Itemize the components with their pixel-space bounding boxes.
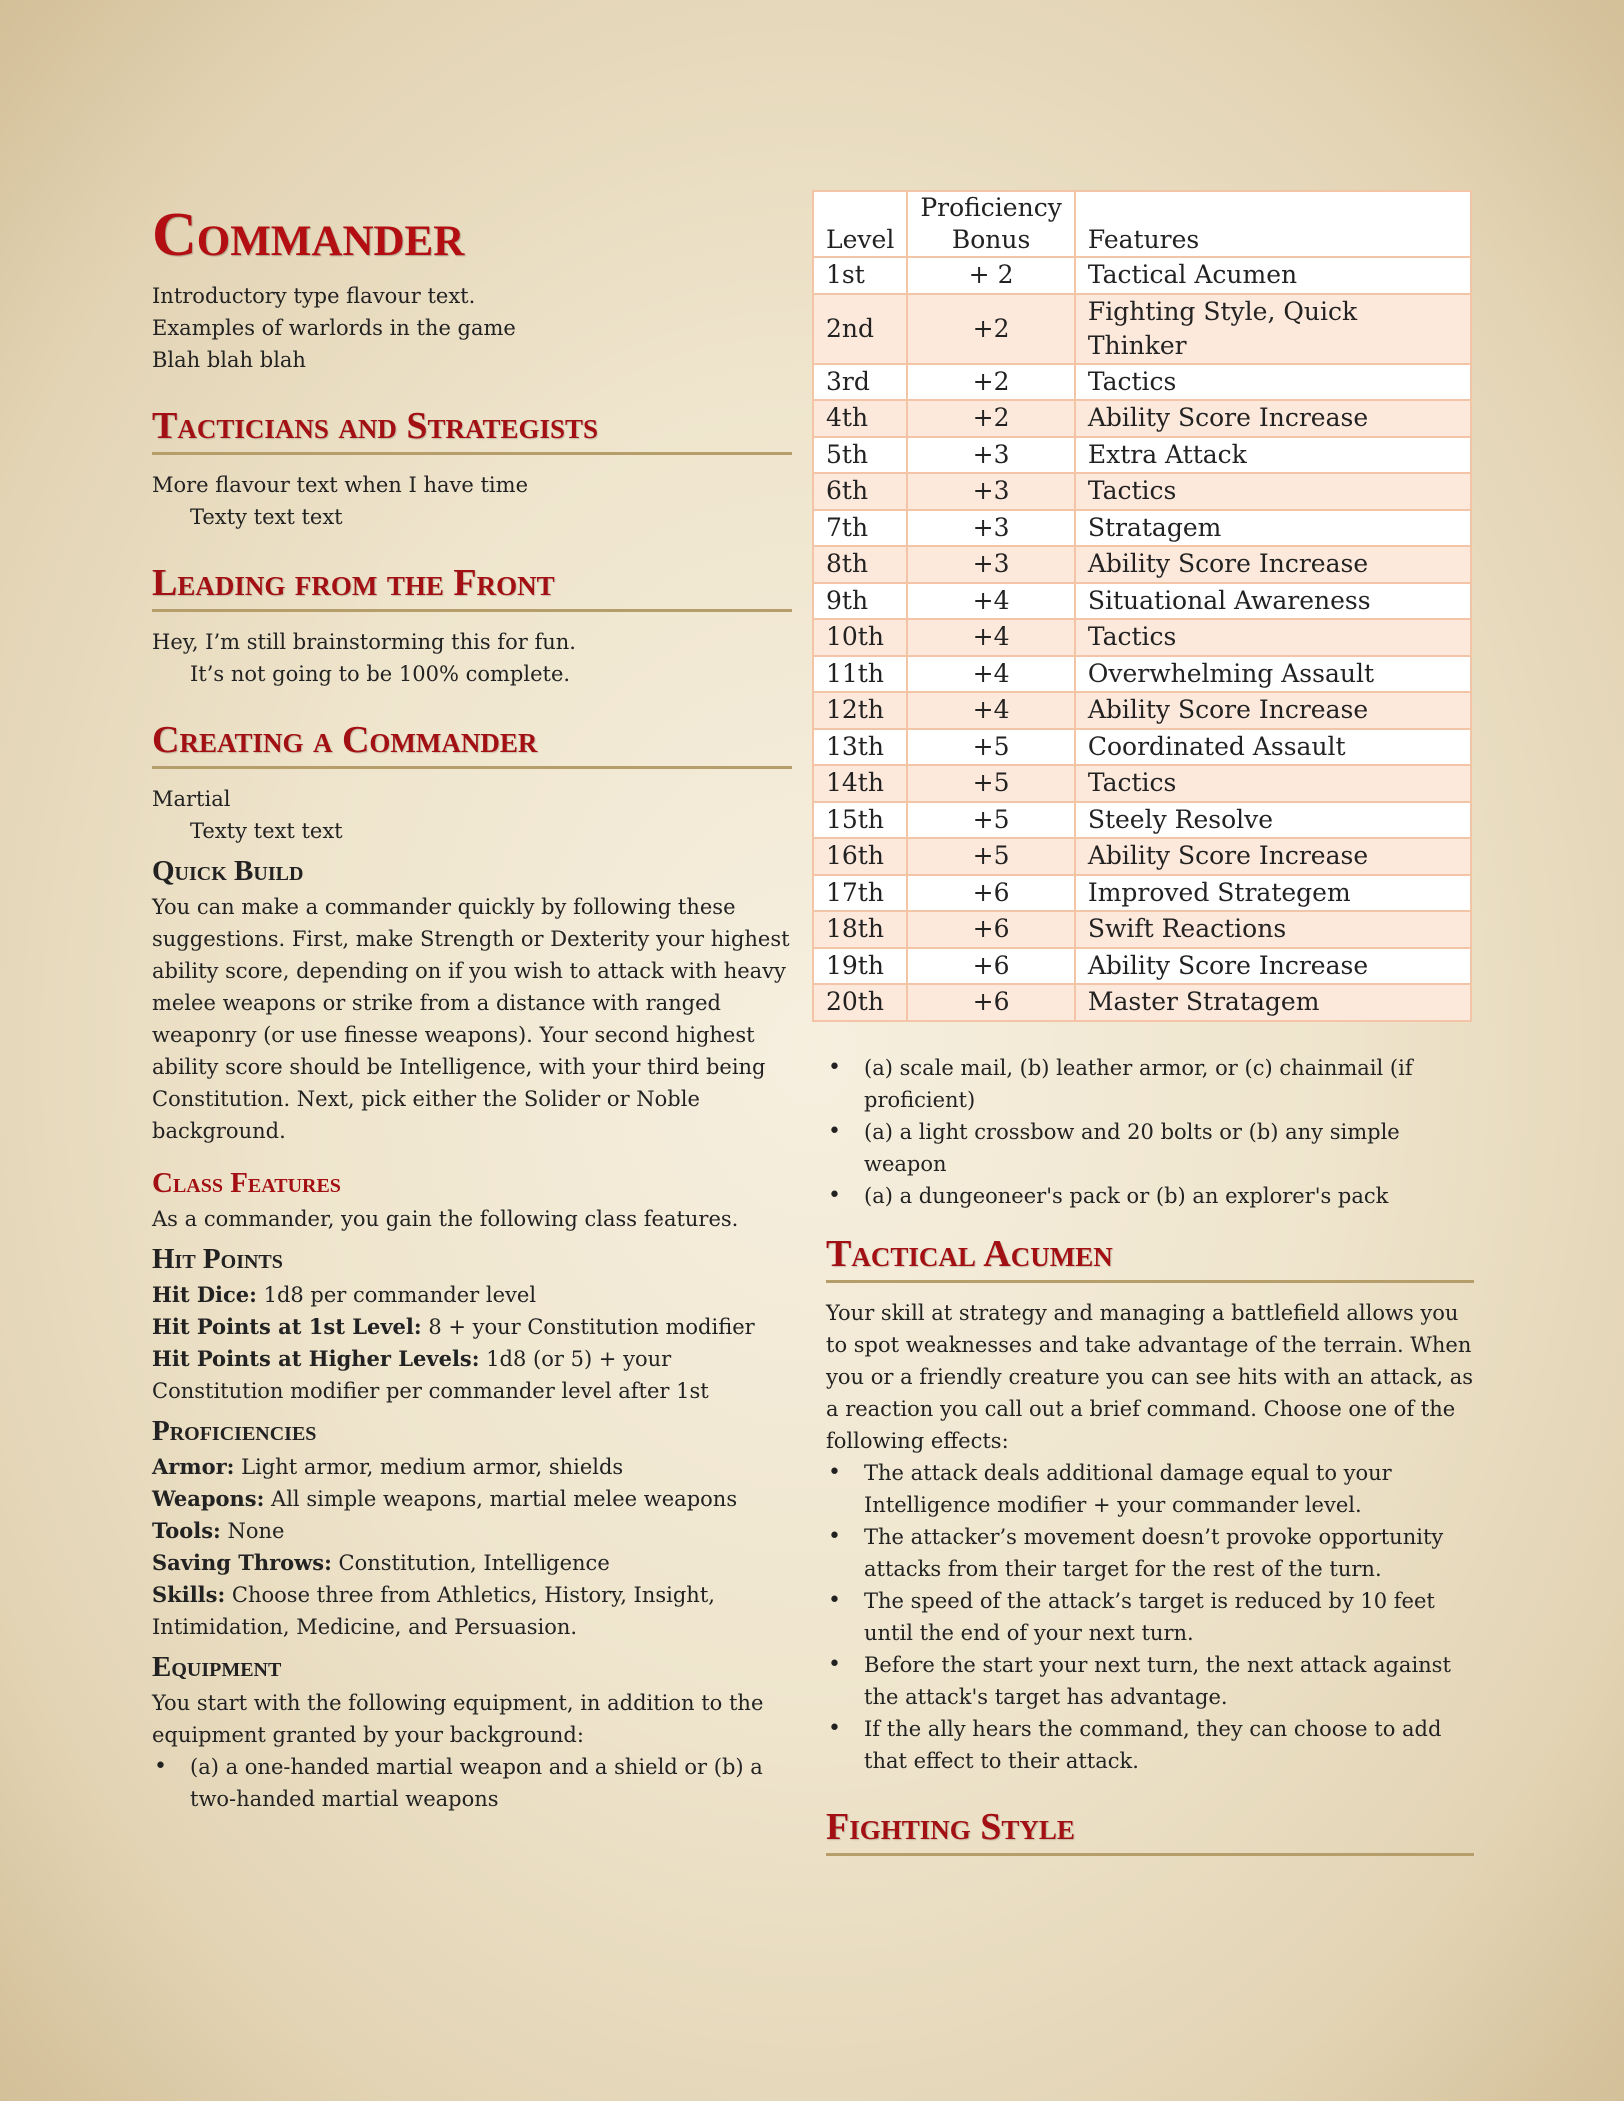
cell-features: Ability Score Increase <box>1075 948 1471 985</box>
cell-bonus: +3 <box>907 473 1075 510</box>
table-row <box>813 400 1471 437</box>
cell-level: 12th <box>813 692 907 729</box>
table-row <box>813 948 1471 985</box>
list-item: • If the ally hears the command, they can choose to add that effect to their attack. <box>826 1713 1474 1777</box>
cell-level: 10th <box>813 619 907 656</box>
cell-bonus: +6 <box>907 984 1075 1021</box>
table-header-blank <box>813 191 907 224</box>
armor-proficiency: Armor: Light armor, medium armor, shields <box>152 1454 624 1479</box>
table-row <box>813 619 1471 656</box>
cell-bonus: + 2 <box>907 257 1075 294</box>
saving-throws: Saving Throws: Constitution, Intelligence <box>152 1550 610 1575</box>
table-header-features: Features <box>1075 224 1471 257</box>
paragraph: Texty text text <box>190 505 343 529</box>
hit-dice: Hit Dice: 1d8 per commander level <box>152 1282 537 1307</box>
cell-level: 8th <box>813 546 907 583</box>
table-row <box>813 729 1471 766</box>
cell-features: Master Stratagem <box>1075 984 1471 1021</box>
table-row <box>813 294 1471 364</box>
intro-line: Introductory type flavour text. <box>152 284 476 308</box>
cell-features: Stratagem <box>1075 510 1471 547</box>
table-row <box>813 765 1471 802</box>
tactical-acumen-list <box>826 1457 1474 1777</box>
list-item: • (a) a light crossbow and 20 bolts or (b) any simple weapon <box>826 1116 1474 1180</box>
equipment-list-continued <box>826 1052 1474 1212</box>
paragraph: It’s not going to be 100% complete. <box>190 662 571 686</box>
table-header-bonus: Bonus <box>907 224 1075 257</box>
table-row <box>813 875 1471 912</box>
cell-bonus: +6 <box>907 911 1075 948</box>
paragraph: Texty text text <box>190 819 343 843</box>
class-features-text: As a commander, you gain the following class features. <box>152 1207 739 1231</box>
list-item: • (a) a one-handed martial weapon and a shield or (b) a two-handed martial weapons <box>152 1751 792 1815</box>
table-row <box>813 656 1471 693</box>
heading-hit-points: Hit Points <box>152 1243 283 1275</box>
cell-bonus: +5 <box>907 802 1075 839</box>
cell-bonus: +5 <box>907 765 1075 802</box>
table-row <box>813 692 1471 729</box>
skills: Skills: Choose three from Athletics, History, Insight, Intimidation, Medicine, and Persuasion. <box>152 1582 715 1639</box>
cell-bonus: +2 <box>907 364 1075 401</box>
right-column <box>812 190 1474 1870</box>
table-row <box>813 838 1471 875</box>
hp-first-level: Hit Points at 1st Level: 8 + your Constitution modifier <box>152 1314 755 1339</box>
commander-progression-table <box>812 190 1472 1022</box>
list-item: • (a) scale mail, (b) leather armor, or (c) chainmail (if proficient) <box>826 1052 1474 1116</box>
paragraph: Martial <box>152 787 231 811</box>
cell-level: 5th <box>813 437 907 474</box>
heading-proficiencies: Proficiencies <box>152 1415 317 1447</box>
quick-build-text: You can make a commander quickly by following these suggestions. First, make Strength or Dexterity your highest ability score, depending on if you wish to attack with heavy melee weapons or strike from a distance with ranged weaponry (or use finesse weapons). Your second highest ability score should be Intelligence, with your third being Constitution. Next, pick either the Solider or Noble background. <box>152 895 790 1143</box>
heading-quick-build: Quick Build <box>152 855 304 887</box>
cell-features: Ability Score Increase <box>1075 400 1471 437</box>
cell-bonus: +5 <box>907 729 1075 766</box>
cell-bonus: +4 <box>907 656 1075 693</box>
cell-level: 14th <box>813 765 907 802</box>
table-row <box>813 583 1471 620</box>
cell-level: 16th <box>813 838 907 875</box>
cell-bonus: +2 <box>907 400 1075 437</box>
cell-bonus: +4 <box>907 583 1075 620</box>
heading-class-features: Class Features <box>152 1167 341 1199</box>
cell-level: 9th <box>813 583 907 620</box>
heading-equipment: Equipment <box>152 1651 282 1683</box>
equipment-list <box>152 1751 792 1815</box>
cell-features: Ability Score Increase <box>1075 692 1471 729</box>
cell-level: 20th <box>813 984 907 1021</box>
tools-proficiency: Tools: None <box>152 1518 285 1543</box>
cell-features: Situational Awareness <box>1075 583 1471 620</box>
table-row <box>813 510 1471 547</box>
cell-bonus: +2 <box>907 294 1075 364</box>
list-item: • The attack deals additional damage equal to your Intelligence modifier + your commander level. <box>826 1457 1474 1521</box>
cell-features: Tactics <box>1075 364 1471 401</box>
cell-features: Swift Reactions <box>1075 911 1471 948</box>
cell-level: 2nd <box>813 294 907 364</box>
table-row <box>813 437 1471 474</box>
cell-features: Ability Score Increase <box>1075 838 1471 875</box>
cell-features: Tactics <box>1075 619 1471 656</box>
table-row <box>813 364 1471 401</box>
cell-bonus: +6 <box>907 948 1075 985</box>
equipment-text: You start with the following equipment, in addition to the equipment granted by your background: <box>152 1691 764 1747</box>
table-row <box>813 257 1471 294</box>
intro-line: Examples of warlords in the game <box>152 316 516 340</box>
cell-features: Fighting Style, Quick Thinker <box>1075 294 1471 364</box>
table-header-blank <box>1075 191 1471 224</box>
table-row <box>813 911 1471 948</box>
cell-bonus: +5 <box>907 838 1075 875</box>
cell-features: Improved Strategem <box>1075 875 1471 912</box>
cell-features: Overwhelming Assault <box>1075 656 1471 693</box>
list-item: • (a) a dungeoneer's pack or (b) an explorer's pack <box>826 1180 1474 1212</box>
cell-level: 7th <box>813 510 907 547</box>
paragraph: More flavour text when I have time <box>152 473 528 497</box>
cell-bonus: +6 <box>907 875 1075 912</box>
table-row <box>813 546 1471 583</box>
list-item: • Before the start your next turn, the next attack against the attack's target has advantage. <box>826 1649 1474 1713</box>
heading-creating: Creating a Commander <box>152 716 792 769</box>
table-body <box>813 257 1471 1021</box>
heading-leading: Leading from the Front <box>152 559 792 612</box>
intro-line: Blah blah blah <box>152 348 306 372</box>
cell-level: 11th <box>813 656 907 693</box>
cell-level: 4th <box>813 400 907 437</box>
table-header-proficiency: Proficiency <box>907 191 1075 224</box>
cell-level: 18th <box>813 911 907 948</box>
cell-level: 1st <box>813 257 907 294</box>
cell-level: 13th <box>813 729 907 766</box>
cell-features: Tactics <box>1075 473 1471 510</box>
cell-bonus: +3 <box>907 510 1075 547</box>
cell-level: 3rd <box>813 364 907 401</box>
cell-level: 17th <box>813 875 907 912</box>
cell-features: Tactical Acumen <box>1075 257 1471 294</box>
cell-level: 6th <box>813 473 907 510</box>
page-title: Commander <box>152 201 465 269</box>
table-header-level: Level <box>813 224 907 257</box>
cell-features: Coordinated Assault <box>1075 729 1471 766</box>
tactical-acumen-text: Your skill at strategy and managing a battlefield allows you to spot weaknesses and take advantage of the terrain. When you or a friendly creature you can see hits with an attack, as a reaction you call out a brief command. Choose one of the following effects: <box>826 1300 1474 1453</box>
cell-level: 19th <box>813 948 907 985</box>
cell-features: Tactics <box>1075 765 1471 802</box>
weapons-proficiency: Weapons: All simple weapons, martial melee weapons <box>152 1486 738 1511</box>
hp-higher-levels: Hit Points at Higher Levels: 1d8 (or 5) + your Constitution modifier per commander level after 1st <box>152 1346 709 1403</box>
table-row <box>813 473 1471 510</box>
cell-level: 15th <box>813 802 907 839</box>
cell-bonus: +4 <box>907 692 1075 729</box>
list-item: • The speed of the attack’s target is reduced by 10 feet until the end of your next turn. <box>826 1585 1474 1649</box>
cell-bonus: +3 <box>907 437 1075 474</box>
paragraph: Hey, I’m still brainstorming this for fun. <box>152 630 576 654</box>
heading-tactical-acumen: Tactical Acumen <box>826 1230 1474 1283</box>
list-item: • The attacker’s movement doesn’t provoke opportunity attacks from their target for the rest of the turn. <box>826 1521 1474 1585</box>
cell-features: Extra Attack <box>1075 437 1471 474</box>
left-column <box>152 200 792 1815</box>
table-row <box>813 984 1471 1021</box>
heading-tacticians: Tacticians and Strategists <box>152 402 792 455</box>
cell-bonus: +4 <box>907 619 1075 656</box>
table-row <box>813 802 1471 839</box>
cell-features: Steely Resolve <box>1075 802 1471 839</box>
cell-features: Ability Score Increase <box>1075 546 1471 583</box>
cell-bonus: +3 <box>907 546 1075 583</box>
heading-fighting-style: Fighting Style <box>826 1803 1474 1856</box>
